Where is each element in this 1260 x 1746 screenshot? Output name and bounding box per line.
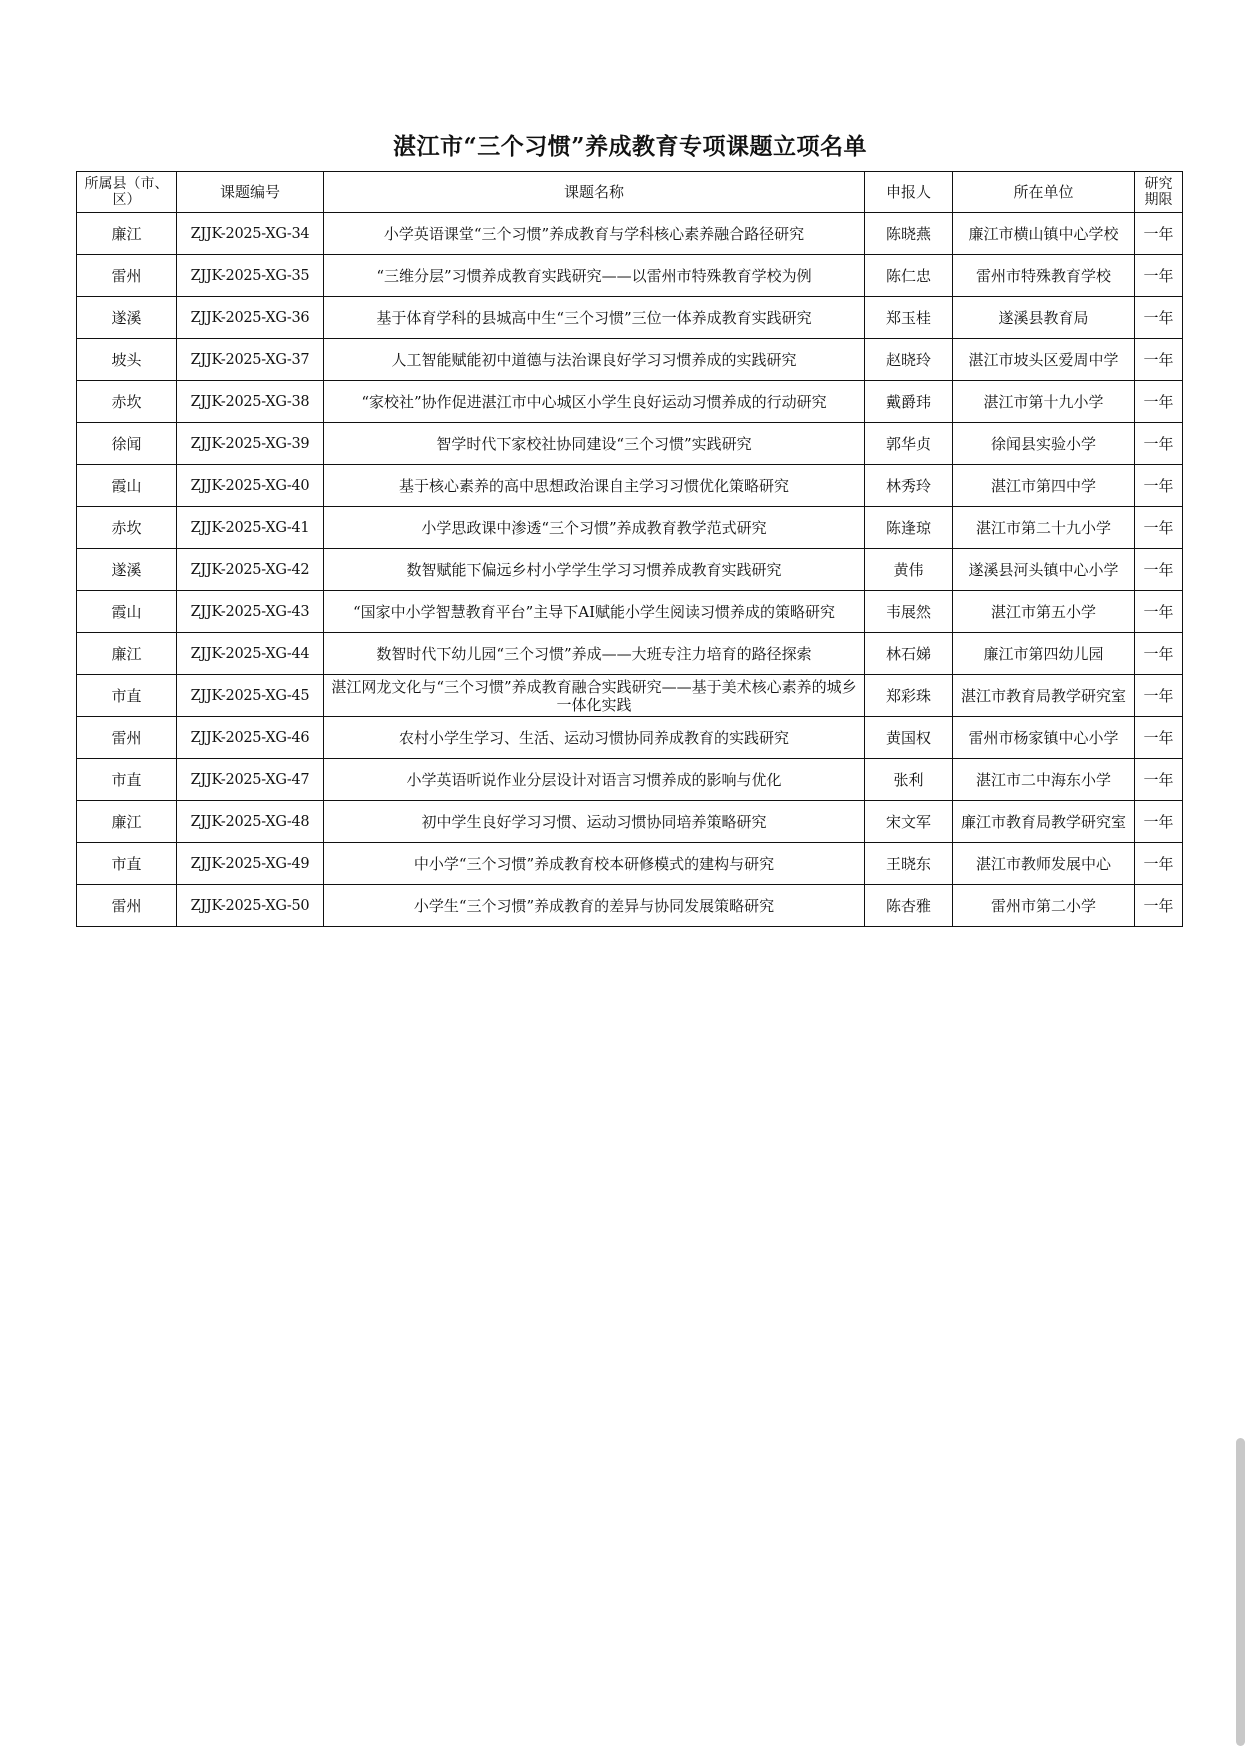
period-cell: 一年 [1135,591,1183,633]
name-cell: 数智时代下幼儿园“三个习惯”养成——大班专注力培育的路径探索 [324,633,865,675]
county-cell: 遂溪 [77,297,177,339]
header-period: 研究期限 [1135,172,1183,213]
applicant-cell: 郭华贞 [865,423,953,465]
code-cell: ZJJK-2025-XG-42 [177,549,324,591]
period-cell: 一年 [1135,297,1183,339]
code-cell: ZJJK-2025-XG-44 [177,633,324,675]
county-cell: 霞山 [77,465,177,507]
applicant-cell: 黄伟 [865,549,953,591]
name-cell: 湛江网龙文化与“三个习惯”养成教育融合实践研究——基于美术核心素养的城乡一体化实践 [324,675,865,717]
period-cell: 一年 [1135,549,1183,591]
unit-cell: 遂溪县教育局 [953,297,1135,339]
name-cell: 中小学“三个习惯”养成教育校本研修模式的建构与研究 [324,843,865,885]
unit-cell: 湛江市第四中学 [953,465,1135,507]
header-unit: 所在单位 [953,172,1135,213]
unit-cell: 廉江市教育局教学研究室 [953,801,1135,843]
unit-cell: 湛江市第五小学 [953,591,1135,633]
table-row [77,255,1183,297]
county-cell: 霞山 [77,591,177,633]
name-cell: 基于核心素养的高中思想政治课自主学习习惯优化策略研究 [324,465,865,507]
name-cell: 小学英语听说作业分层设计对语言习惯养成的影响与优化 [324,759,865,801]
county-cell: 徐闻 [77,423,177,465]
period-cell: 一年 [1135,255,1183,297]
unit-cell: 徐闻县实验小学 [953,423,1135,465]
unit-cell: 雷州市第二小学 [953,885,1135,927]
table-row [77,297,1183,339]
table-row [77,339,1183,381]
applicant-cell: 陈逢琼 [865,507,953,549]
applicant-cell: 陈杏雅 [865,885,953,927]
period-cell: 一年 [1135,801,1183,843]
table-row [77,801,1183,843]
header-county: 所属县（市、区） [77,172,177,213]
name-cell: “国家中小学智慧教育平台”主导下AI赋能小学生阅读习惯养成的策略研究 [324,591,865,633]
unit-cell: 廉江市横山镇中心学校 [953,213,1135,255]
county-cell: 廉江 [77,801,177,843]
table-row [77,381,1183,423]
table-row [77,465,1183,507]
name-cell: “三维分层”习惯养成教育实践研究——以雷州市特殊教育学校为例 [324,255,865,297]
unit-cell: 廉江市第四幼儿园 [953,633,1135,675]
county-cell: 赤坎 [77,381,177,423]
code-cell: ZJJK-2025-XG-41 [177,507,324,549]
table-row [77,423,1183,465]
code-cell: ZJJK-2025-XG-37 [177,339,324,381]
county-cell: 遂溪 [77,549,177,591]
table-row [77,759,1183,801]
table-row [77,507,1183,549]
county-cell: 市直 [77,759,177,801]
applicant-cell: 韦展然 [865,591,953,633]
county-cell: 廉江 [77,633,177,675]
applicant-cell: 赵晓玲 [865,339,953,381]
applicant-cell: 陈晓燕 [865,213,953,255]
county-cell: 坡头 [77,339,177,381]
code-cell: ZJJK-2025-XG-35 [177,255,324,297]
county-cell: 雷州 [77,885,177,927]
applicant-cell: 戴爵玮 [865,381,953,423]
applicant-cell: 郑玉桂 [865,297,953,339]
code-cell: ZJJK-2025-XG-43 [177,591,324,633]
applicant-cell: 张利 [865,759,953,801]
table-row [77,885,1183,927]
table-row [77,843,1183,885]
table-row [77,591,1183,633]
period-cell: 一年 [1135,507,1183,549]
county-cell: 廉江 [77,213,177,255]
applicant-cell: 宋文军 [865,801,953,843]
code-cell: ZJJK-2025-XG-49 [177,843,324,885]
name-cell: 小学生“三个习惯”养成教育的差异与协同发展策略研究 [324,885,865,927]
code-cell: ZJJK-2025-XG-48 [177,801,324,843]
county-cell: 雷州 [77,717,177,759]
applicant-cell: 林秀玲 [865,465,953,507]
applicant-cell: 郑彩珠 [865,675,953,717]
period-cell: 一年 [1135,465,1183,507]
header-code: 课题编号 [177,172,324,213]
name-cell: 小学思政课中渗透“三个习惯”养成教育教学范式研究 [324,507,865,549]
period-cell: 一年 [1135,423,1183,465]
county-cell: 赤坎 [77,507,177,549]
period-cell: 一年 [1135,633,1183,675]
header-name: 课题名称 [324,172,865,213]
table-row [77,717,1183,759]
period-cell: 一年 [1135,717,1183,759]
name-cell: 农村小学生学习、生活、运动习惯协同养成教育的实践研究 [324,717,865,759]
table-row [77,213,1183,255]
period-cell: 一年 [1135,381,1183,423]
name-cell: 初中学生良好学习习惯、运动习惯协同培养策略研究 [324,801,865,843]
period-cell: 一年 [1135,843,1183,885]
applicant-cell: 陈仁忠 [865,255,953,297]
county-cell: 雷州 [77,255,177,297]
applicant-cell: 林石娣 [865,633,953,675]
code-cell: ZJJK-2025-XG-34 [177,213,324,255]
name-cell: 数智赋能下偏远乡村小学学生学习习惯养成教育实践研究 [324,549,865,591]
county-cell: 市直 [77,675,177,717]
code-cell: ZJJK-2025-XG-36 [177,297,324,339]
table-row [77,633,1183,675]
code-cell: ZJJK-2025-XG-38 [177,381,324,423]
period-cell: 一年 [1135,213,1183,255]
period-cell: 一年 [1135,885,1183,927]
name-cell: “家校社”协作促进湛江市中心城区小学生良好运动习惯养成的行动研究 [324,381,865,423]
unit-cell: 雷州市杨家镇中心小学 [953,717,1135,759]
table-row [77,675,1183,717]
county-cell: 市直 [77,843,177,885]
unit-cell: 遂溪县河头镇中心小学 [953,549,1135,591]
code-cell: ZJJK-2025-XG-39 [177,423,324,465]
name-cell: 智学时代下家校社协同建设“三个习惯”实践研究 [324,423,865,465]
unit-cell: 湛江市第十九小学 [953,381,1135,423]
table-row [77,549,1183,591]
unit-cell: 湛江市教师发展中心 [953,843,1135,885]
table-header-row [77,172,1183,213]
vertical-scrollbar[interactable] [1236,1438,1245,1746]
name-cell: 人工智能赋能初中道德与法治课良好学习习惯养成的实践研究 [324,339,865,381]
unit-cell: 湛江市二中海东小学 [953,759,1135,801]
period-cell: 一年 [1135,675,1183,717]
unit-cell: 湛江市第二十九小学 [953,507,1135,549]
page-title: 湛江市“三个习惯”养成教育专项课题立项名单 [393,133,867,160]
name-cell: 基于体育学科的县城高中生“三个习惯”三位一体养成教育实践研究 [324,297,865,339]
project-list-table [76,171,1183,927]
code-cell: ZJJK-2025-XG-50 [177,885,324,927]
period-cell: 一年 [1135,759,1183,801]
applicant-cell: 王晓东 [865,843,953,885]
period-cell: 一年 [1135,339,1183,381]
code-cell: ZJJK-2025-XG-40 [177,465,324,507]
applicant-cell: 黄国权 [865,717,953,759]
code-cell: ZJJK-2025-XG-46 [177,717,324,759]
unit-cell: 雷州市特殊教育学校 [953,255,1135,297]
header-applicant: 申报人 [865,172,953,213]
unit-cell: 湛江市教育局教学研究室 [953,675,1135,717]
code-cell: ZJJK-2025-XG-47 [177,759,324,801]
code-cell: ZJJK-2025-XG-45 [177,675,324,717]
name-cell: 小学英语课堂“三个习惯”养成教育与学科核心素养融合路径研究 [324,213,865,255]
unit-cell: 湛江市坡头区爱周中学 [953,339,1135,381]
